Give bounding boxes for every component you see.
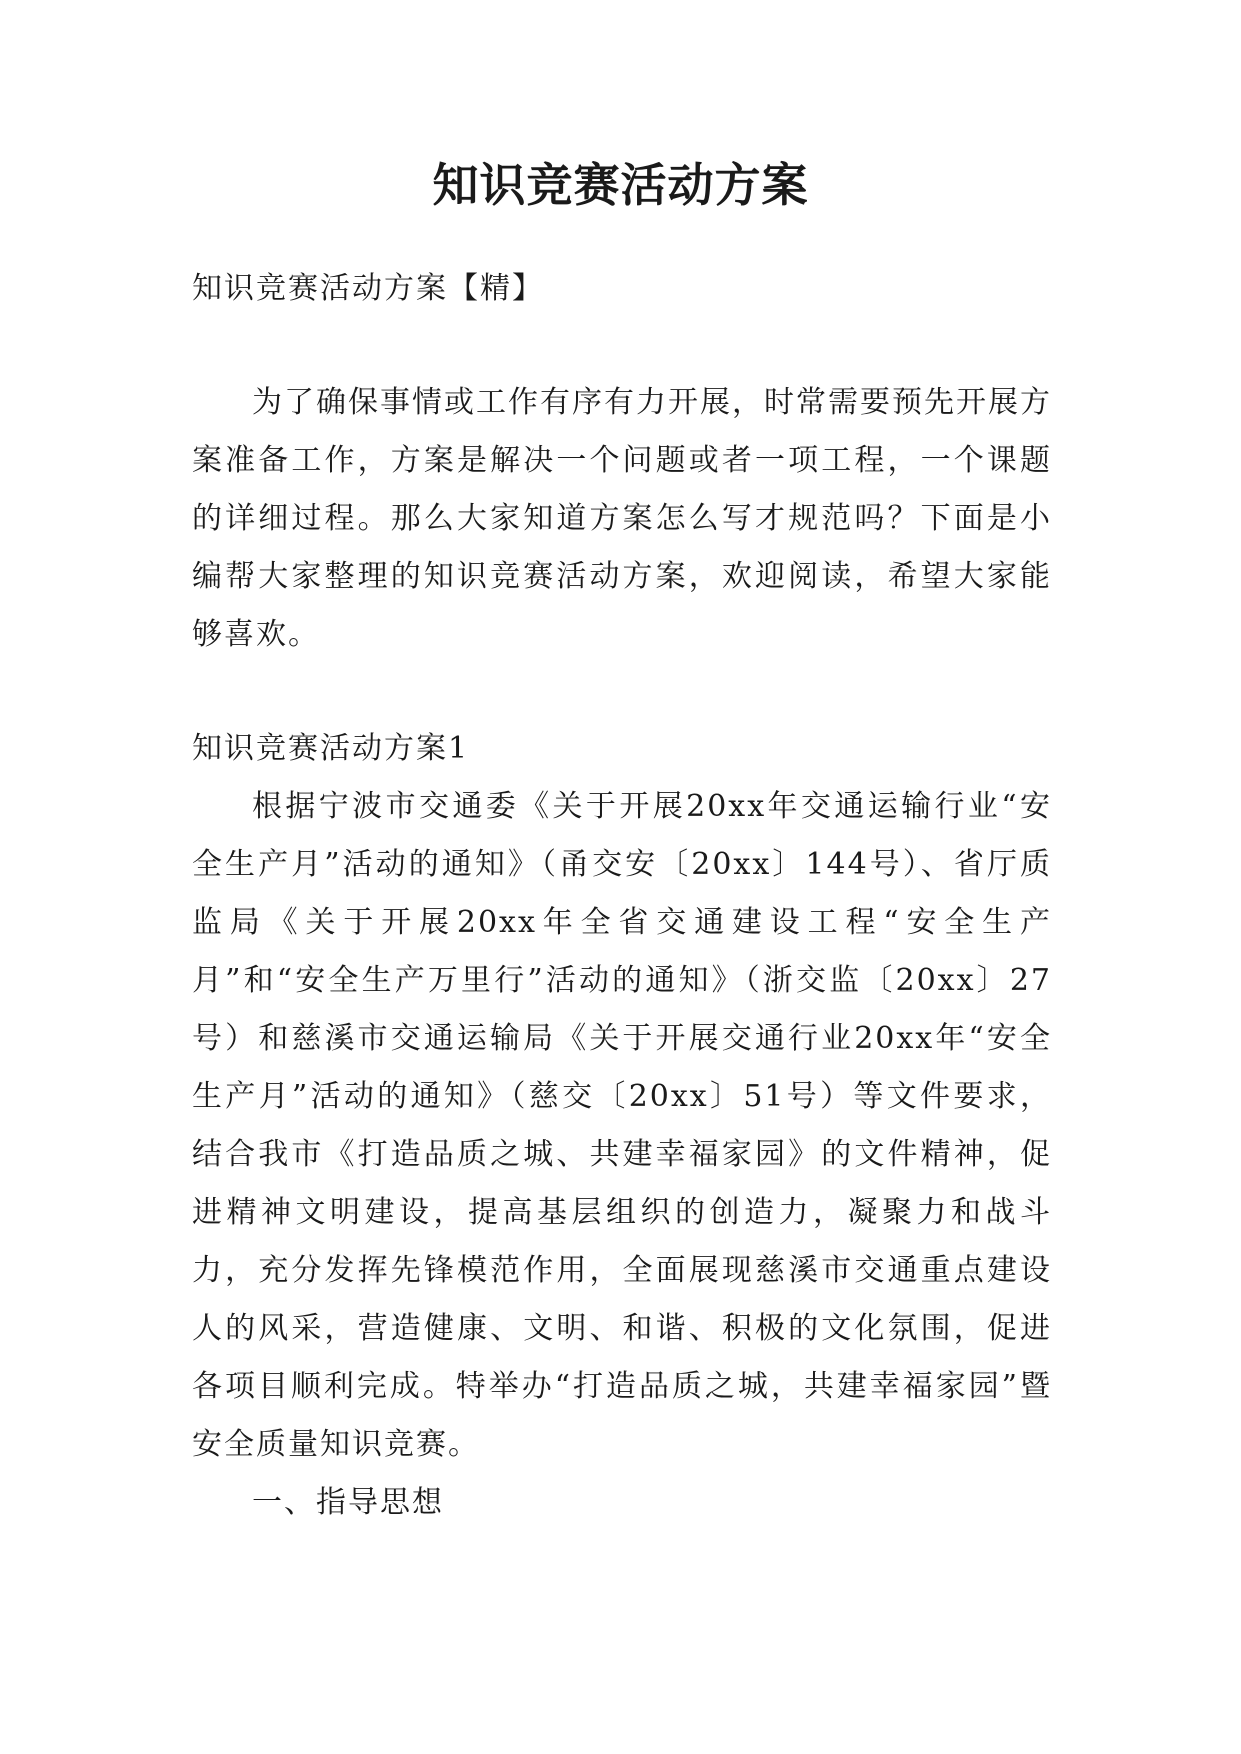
document-subtitle: 知识竞赛活动方案【精】 (192, 271, 544, 306)
document-body (192, 260, 1052, 1532)
section-title: 知识竞赛活动方案1 (192, 731, 470, 766)
section-body-paragraph: 根据宁波市交通委《关于开展20xx年交通运输行业“安全生产月”活动的通知》（甬交安〔20xx〕144号）、省厅质监局《关于开展20xx年全省交通建设工程“安全生产月”和“安全生产万里行”活动的通知》（浙交监〔20xx〕27号）和慈溪市交通运输局《关于开展交通行业20xx年“安全生产月”活动的通知》（慈交〔20xx〕51号）等文件要求，结合我市《打造品质之城、共建幸福家园》的文件精神，促进精神文明建设，提高基层组织的创造力，凝聚力和战斗力，充分发挥先锋模范作用，全面展现慈溪市交通重点建设人的风采，营造健康、文明、和谐、积极的文化氛围，促进各项目顺利完成。特举办“打造品质之城，共建幸福家园”暨安全质量知识竞赛。 (192, 789, 1052, 1462)
heading-guiding-ideology: 一、指导思想 (252, 1485, 444, 1520)
document-title: 知识竞赛活动方案 (432, 158, 809, 212)
intro-paragraph: 为了确保事情或工作有序有力开展，时常需要预先开展方案准备工作，方案是解决一个问题或者一项工程，一个课题的详细过程。那么大家知道方案怎么写才规范吗？下面是小编帮大家整理的知识竞赛活动方案，欢迎阅读，希望大家能够喜欢。 (192, 385, 1052, 652)
